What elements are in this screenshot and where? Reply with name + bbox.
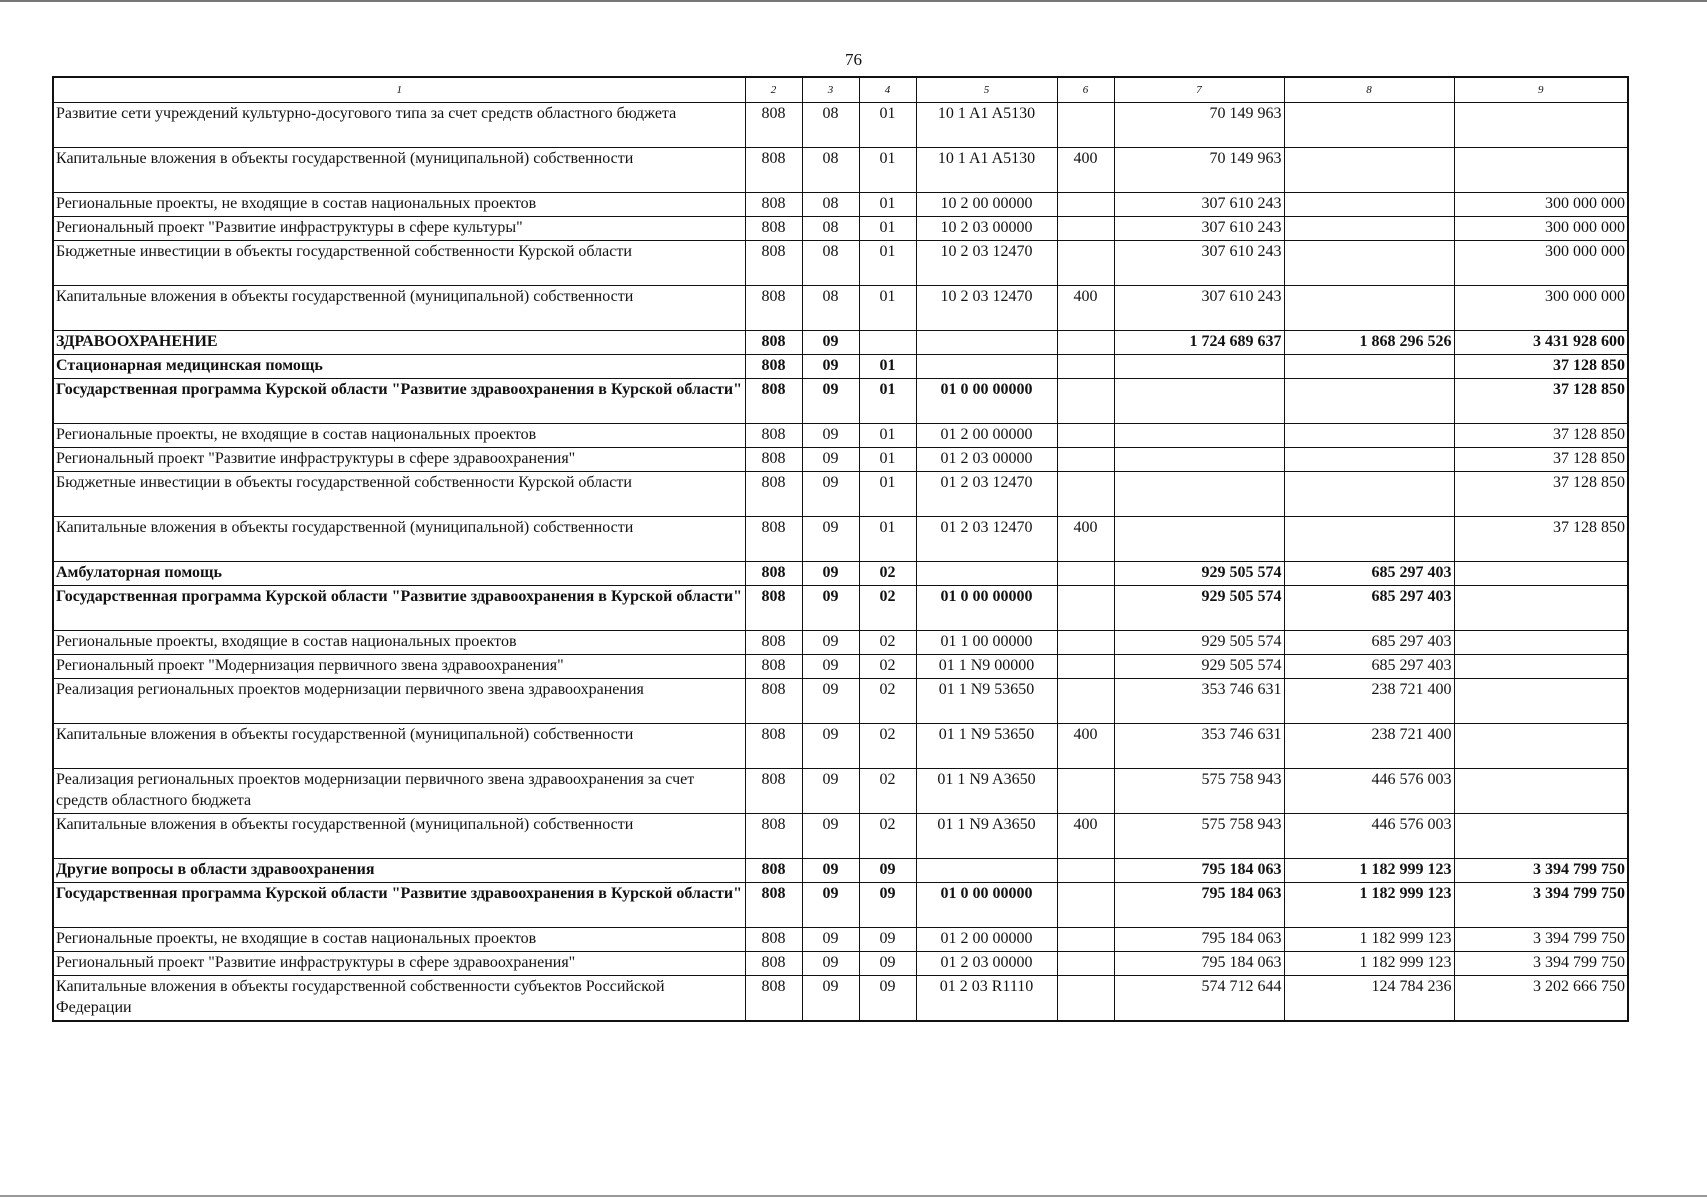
row-sum-col9: 300 000 000 [1454,241,1628,286]
row-section: 09 [802,448,859,472]
row-sum-col9: 37 128 850 [1454,355,1628,379]
row-subsection: 02 [859,769,916,814]
row-sum-col9 [1454,586,1628,631]
row-section: 08 [802,103,859,148]
page-number: 76 [845,50,862,69]
row-section: 09 [802,355,859,379]
row-sum-col7: 795 184 063 [1114,859,1284,883]
row-code-ministry: 808 [745,217,802,241]
table-row [53,631,1628,655]
row-section: 09 [802,586,859,631]
row-section: 09 [802,517,859,562]
row-code-ministry: 808 [745,241,802,286]
row-expense-type [1057,976,1114,1021]
row-name: Региональный проект "Модернизация первичного звена здравоохранения" [53,655,745,679]
row-target-article: 01 0 00 00000 [916,379,1057,424]
row-subsection: 02 [859,655,916,679]
row-sum-col7: 307 610 243 [1114,217,1284,241]
row-sum-col7: 307 610 243 [1114,286,1284,331]
row-sum-col9: 37 128 850 [1454,424,1628,448]
row-section: 09 [802,562,859,586]
row-target-article: 01 2 03 00000 [916,448,1057,472]
row-name: Капитальные вложения в объекты государственной (муниципальной) собственности [53,724,745,769]
row-target-article [916,562,1057,586]
row-sum-col9 [1454,724,1628,769]
table-row [53,724,1628,769]
row-code-ministry: 808 [745,952,802,976]
col-header-6: 6 [1057,77,1114,103]
row-sum-col7 [1114,424,1284,448]
row-sum-col9 [1454,655,1628,679]
row-target-article: 01 0 00 00000 [916,883,1057,928]
row-name: Государственная программа Курской области "Развитие здравоохранения в Курской области" [53,586,745,631]
row-sum-col9: 3 431 928 600 [1454,331,1628,355]
row-expense-type [1057,193,1114,217]
row-sum-col9 [1454,631,1628,655]
row-section: 09 [802,769,859,814]
row-sum-col8: 124 784 236 [1284,976,1454,1021]
row-subsection: 01 [859,148,916,193]
row-target-article: 10 2 03 12470 [916,241,1057,286]
row-sum-col8 [1284,193,1454,217]
row-expense-type: 400 [1057,517,1114,562]
row-sum-col8: 446 576 003 [1284,769,1454,814]
table-row [53,331,1628,355]
col-header-9: 9 [1454,77,1628,103]
row-sum-col9 [1454,769,1628,814]
row-target-article: 01 1 N9 00000 [916,655,1057,679]
row-name: Капитальные вложения в объекты государственной (муниципальной) собственности [53,814,745,859]
row-sum-col9: 300 000 000 [1454,217,1628,241]
row-code-ministry: 808 [745,472,802,517]
row-target-article: 01 1 N9 53650 [916,679,1057,724]
row-code-ministry: 808 [745,193,802,217]
row-sum-col8 [1284,517,1454,562]
row-expense-type [1057,679,1114,724]
row-sum-col8: 238 721 400 [1284,679,1454,724]
row-name: Капитальные вложения в объекты государственной (муниципальной) собственности [53,148,745,193]
row-section: 09 [802,331,859,355]
row-sum-col7: 795 184 063 [1114,883,1284,928]
row-sum-col8 [1284,472,1454,517]
table-row [53,769,1628,814]
table-row [53,814,1628,859]
row-target-article: 10 2 00 00000 [916,193,1057,217]
row-code-ministry: 808 [745,883,802,928]
row-expense-type [1057,448,1114,472]
row-section: 09 [802,631,859,655]
row-sum-col8 [1284,379,1454,424]
row-target-article: 01 0 00 00000 [916,586,1057,631]
table-row [53,217,1628,241]
row-target-article: 01 2 03 R1110 [916,976,1057,1021]
row-sum-col9: 3 394 799 750 [1454,859,1628,883]
row-target-article [916,859,1057,883]
row-sum-col8: 1 182 999 123 [1284,928,1454,952]
table-row [53,883,1628,928]
row-sum-col7: 70 149 963 [1114,148,1284,193]
col-header-5: 5 [916,77,1057,103]
row-expense-type [1057,586,1114,631]
row-name: Региональный проект "Развитие инфраструктуры в сфере здравоохранения" [53,448,745,472]
row-expense-type [1057,562,1114,586]
row-section: 09 [802,472,859,517]
row-subsection: 01 [859,193,916,217]
row-sum-col8: 685 297 403 [1284,562,1454,586]
row-subsection [859,331,916,355]
row-expense-type [1057,241,1114,286]
row-sum-col7: 307 610 243 [1114,193,1284,217]
row-code-ministry: 808 [745,859,802,883]
row-expense-type [1057,103,1114,148]
row-subsection: 01 [859,103,916,148]
row-expense-type: 400 [1057,148,1114,193]
row-target-article: 01 1 N9 53650 [916,724,1057,769]
table-row [53,655,1628,679]
row-expense-type [1057,952,1114,976]
row-name: Капитальные вложения в объекты государственной (муниципальной) собственности [53,286,745,331]
row-name: Региональные проекты, не входящие в состав национальных проектов [53,928,745,952]
row-sum-col8: 446 576 003 [1284,814,1454,859]
row-sum-col9: 300 000 000 [1454,193,1628,217]
row-subsection: 01 [859,286,916,331]
row-sum-col9: 37 128 850 [1454,379,1628,424]
row-sum-col8 [1284,355,1454,379]
row-expense-type [1057,217,1114,241]
row-sum-col8: 685 297 403 [1284,631,1454,655]
row-subsection: 02 [859,814,916,859]
row-section: 09 [802,655,859,679]
table-row [53,562,1628,586]
row-sum-col9: 3 394 799 750 [1454,952,1628,976]
row-expense-type [1057,472,1114,517]
row-sum-col9: 300 000 000 [1454,286,1628,331]
row-section: 09 [802,724,859,769]
row-expense-type [1057,655,1114,679]
table-row [53,103,1628,148]
row-target-article: 10 1 A1 A5130 [916,148,1057,193]
row-target-article: 01 2 03 12470 [916,517,1057,562]
row-subsection: 01 [859,379,916,424]
row-target-article: 01 2 03 00000 [916,952,1057,976]
row-sum-col7: 70 149 963 [1114,103,1284,148]
row-code-ministry: 808 [745,724,802,769]
row-expense-type [1057,631,1114,655]
row-expense-type: 400 [1057,724,1114,769]
table-row [53,586,1628,631]
row-sum-col7: 353 746 631 [1114,724,1284,769]
row-name: Капитальные вложения в объекты государственной собственности субъектов Российской Федерации [53,976,745,1021]
row-sum-col8 [1284,424,1454,448]
row-name: Реализация региональных проектов модернизации первичного звена здравоохранения за счет средств областного бюджета [53,769,745,814]
row-code-ministry: 808 [745,331,802,355]
row-subsection: 09 [859,976,916,1021]
table-row [53,976,1628,1021]
row-subsection: 01 [859,472,916,517]
row-code-ministry: 808 [745,679,802,724]
row-sum-col7: 575 758 943 [1114,814,1284,859]
row-sum-col8 [1284,448,1454,472]
row-section: 08 [802,286,859,331]
row-section: 09 [802,379,859,424]
row-sum-col9 [1454,103,1628,148]
row-expense-type [1057,379,1114,424]
scan-edge-bottom [0,1195,1707,1197]
row-code-ministry: 808 [745,148,802,193]
row-code-ministry: 808 [745,424,802,448]
row-code-ministry: 808 [745,379,802,424]
row-subsection: 02 [859,562,916,586]
row-section: 08 [802,241,859,286]
row-subsection: 01 [859,241,916,286]
row-sum-col7: 929 505 574 [1114,586,1284,631]
row-expense-type [1057,424,1114,448]
table-row [53,193,1628,217]
row-section: 09 [802,883,859,928]
row-name: Региональные проекты, не входящие в состав национальных проектов [53,193,745,217]
row-subsection: 02 [859,586,916,631]
row-sum-col8 [1284,148,1454,193]
row-section: 08 [802,217,859,241]
col-header-2: 2 [745,77,802,103]
row-subsection: 01 [859,517,916,562]
row-name: Капитальные вложения в объекты государственной (муниципальной) собственности [53,517,745,562]
row-sum-col9 [1454,148,1628,193]
row-code-ministry: 808 [745,928,802,952]
col-header-4: 4 [859,77,916,103]
row-sum-col9: 3 394 799 750 [1454,928,1628,952]
row-name: Другие вопросы в области здравоохранения [53,859,745,883]
row-sum-col7: 929 505 574 [1114,631,1284,655]
row-subsection: 09 [859,928,916,952]
row-sum-col7: 929 505 574 [1114,655,1284,679]
row-expense-type [1057,769,1114,814]
budget-table [52,76,1629,1022]
row-name: Государственная программа Курской области "Развитие здравоохранения в Курской области" [53,379,745,424]
scan-edge-top [0,0,1707,2]
table-row [53,241,1628,286]
row-subsection: 01 [859,424,916,448]
row-sum-col7 [1114,379,1284,424]
row-sum-col8 [1284,217,1454,241]
row-section: 09 [802,928,859,952]
row-target-article: 10 2 03 00000 [916,217,1057,241]
row-target-article: 01 1 N9 A3650 [916,814,1057,859]
row-section: 09 [802,976,859,1021]
row-target-article [916,331,1057,355]
row-section: 09 [802,424,859,448]
row-subsection: 01 [859,448,916,472]
row-sum-col7: 307 610 243 [1114,241,1284,286]
row-expense-type: 400 [1057,286,1114,331]
row-name: Развитие сети учреждений культурно-досугового типа за счет средств областного бюджета [53,103,745,148]
row-sum-col8: 1 868 296 526 [1284,331,1454,355]
table-row [53,472,1628,517]
row-sum-col7: 575 758 943 [1114,769,1284,814]
row-sum-col9: 3 394 799 750 [1454,883,1628,928]
row-subsection: 01 [859,217,916,241]
row-sum-col8 [1284,241,1454,286]
table-row [53,928,1628,952]
table-row [53,148,1628,193]
row-section: 09 [802,679,859,724]
row-subsection: 01 [859,355,916,379]
row-sum-col8: 685 297 403 [1284,655,1454,679]
row-subsection: 09 [859,883,916,928]
row-name: Бюджетные инвестиции в объекты государственной собственности Курской области [53,241,745,286]
row-code-ministry: 808 [745,103,802,148]
col-header-7: 7 [1114,77,1284,103]
row-sum-col7: 795 184 063 [1114,928,1284,952]
row-sum-col8: 1 182 999 123 [1284,859,1454,883]
row-target-article: 01 2 00 00000 [916,424,1057,448]
table-row [53,517,1628,562]
row-sum-col7: 929 505 574 [1114,562,1284,586]
row-code-ministry: 808 [745,655,802,679]
table-row [53,952,1628,976]
row-target-article: 01 2 03 12470 [916,472,1057,517]
row-section: 09 [802,952,859,976]
table-row [53,448,1628,472]
table-row [53,679,1628,724]
row-sum-col8: 238 721 400 [1284,724,1454,769]
row-name: Региональные проекты, входящие в состав национальных проектов [53,631,745,655]
table-row [53,424,1628,448]
row-subsection: 09 [859,859,916,883]
row-code-ministry: 808 [745,769,802,814]
table-row [53,379,1628,424]
row-name: Стационарная медицинская помощь [53,355,745,379]
row-sum-col7 [1114,355,1284,379]
row-sum-col9 [1454,814,1628,859]
row-name: Региональные проекты, не входящие в состав национальных проектов [53,424,745,448]
row-name: Бюджетные инвестиции в объекты государственной собственности Курской области [53,472,745,517]
row-sum-col8: 685 297 403 [1284,586,1454,631]
row-subsection: 02 [859,679,916,724]
row-sum-col8: 1 182 999 123 [1284,952,1454,976]
row-sum-col9 [1454,679,1628,724]
table-row [53,859,1628,883]
row-sum-col9: 3 202 666 750 [1454,976,1628,1021]
row-sum-col9: 37 128 850 [1454,517,1628,562]
row-code-ministry: 808 [745,631,802,655]
row-sum-col7: 795 184 063 [1114,952,1284,976]
row-name: Региональный проект "Развитие инфраструктуры в сфере культуры" [53,217,745,241]
row-target-article: 10 2 03 12470 [916,286,1057,331]
row-code-ministry: 808 [745,976,802,1021]
row-expense-type [1057,859,1114,883]
row-expense-type: 400 [1057,814,1114,859]
row-sum-col7: 353 746 631 [1114,679,1284,724]
row-expense-type [1057,355,1114,379]
row-sum-col9: 37 128 850 [1454,472,1628,517]
row-code-ministry: 808 [745,355,802,379]
row-target-article: 01 2 00 00000 [916,928,1057,952]
column-number-row [53,77,1628,103]
row-subsection: 02 [859,724,916,769]
row-target-article [916,355,1057,379]
row-sum-col8: 1 182 999 123 [1284,883,1454,928]
row-name: Реализация региональных проектов модернизации первичного звена здравоохранения [53,679,745,724]
row-sum-col7 [1114,517,1284,562]
row-section: 08 [802,193,859,217]
col-header-3: 3 [802,77,859,103]
row-name: Амбулаторная помощь [53,562,745,586]
row-name: Региональный проект "Развитие инфраструктуры в сфере здравоохранения" [53,952,745,976]
row-expense-type [1057,928,1114,952]
row-expense-type [1057,331,1114,355]
row-sum-col9: 37 128 850 [1454,448,1628,472]
row-code-ministry: 808 [745,448,802,472]
row-expense-type [1057,883,1114,928]
row-sum-col7 [1114,448,1284,472]
row-subsection: 02 [859,631,916,655]
row-name: Государственная программа Курской области "Развитие здравоохранения в Курской области" [53,883,745,928]
row-target-article: 01 1 00 00000 [916,631,1057,655]
row-code-ministry: 808 [745,586,802,631]
row-sum-col7: 1 724 689 637 [1114,331,1284,355]
row-code-ministry: 808 [745,562,802,586]
row-code-ministry: 808 [745,286,802,331]
row-sum-col8 [1284,286,1454,331]
row-code-ministry: 808 [745,517,802,562]
row-code-ministry: 808 [745,814,802,859]
table-row [53,355,1628,379]
row-sum-col9 [1454,562,1628,586]
row-target-article: 10 1 A1 A5130 [916,103,1057,148]
row-sum-col8 [1284,103,1454,148]
col-header-8: 8 [1284,77,1454,103]
row-sum-col7: 574 712 644 [1114,976,1284,1021]
row-name: ЗДРАВООХРАНЕНИЕ [53,331,745,355]
col-header-1: 1 [53,77,745,103]
row-sum-col7 [1114,472,1284,517]
row-section: 09 [802,859,859,883]
row-section: 09 [802,814,859,859]
row-section: 08 [802,148,859,193]
row-subsection: 09 [859,952,916,976]
table-row [53,286,1628,331]
row-target-article: 01 1 N9 A3650 [916,769,1057,814]
